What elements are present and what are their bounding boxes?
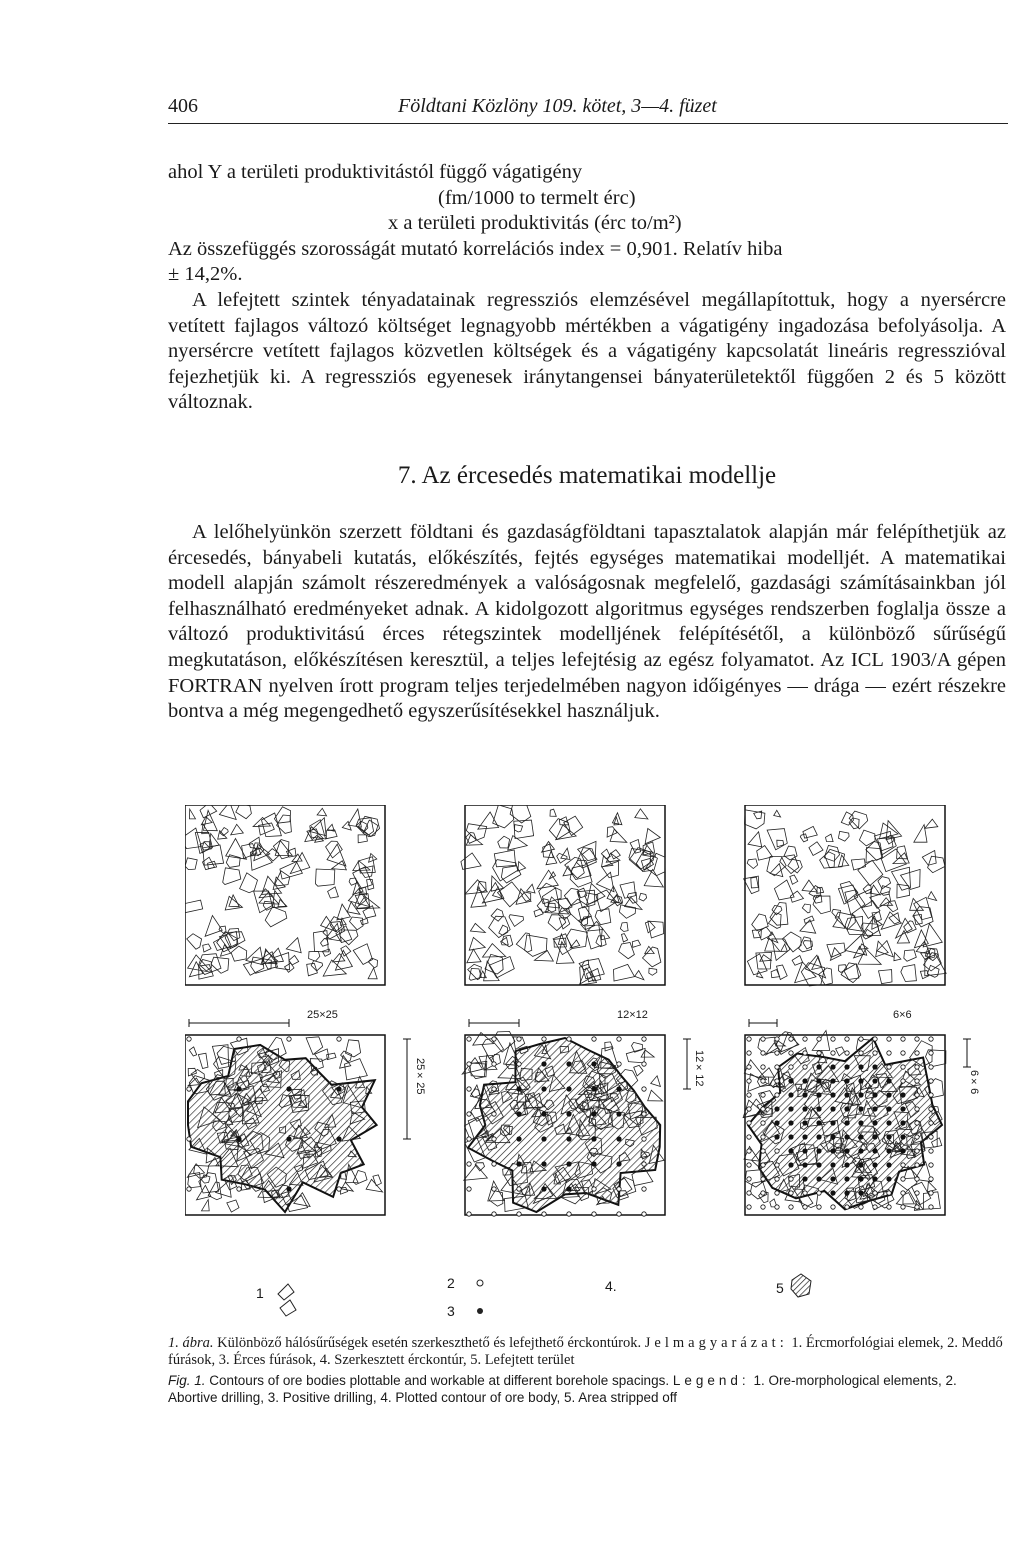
caption-hu-legend-word: Jelmagyarázat: [644, 1335, 788, 1351]
legend-1-symbol [272, 1280, 302, 1323]
open-circle-icon [475, 1278, 485, 1288]
legend-1-number: 1 [256, 1285, 264, 1301]
dim-side-2: 12×12 [693, 1050, 705, 1087]
dim-top-1: 25×25 [307, 1009, 338, 1021]
hatched-area-icon [789, 1272, 815, 1300]
paragraph-1: A lefejtett szintek tényadatainak regressziós elemzésével megállapítottuk, hogy a nyersércre vetített fajlagos változó költséget legnagyobb mértékben a vágatigény ingadozása befolyásolja. A nyersércre vetített fajlagos közvetlen költségek és a vágatigény kapcsolatát lineáris regresszióval fejezhetjük ki. A regressziós egyenesek iránytangensei bányaterületektől függően 2 és 5 között változnak. [168, 289, 1006, 414]
def-line-5: ± 14,2%. [168, 263, 243, 286]
caption-hu-label: 1. ábra. [168, 1335, 214, 1351]
map-panel-5 [462, 1019, 691, 1216]
dim-top-2: 12×12 [617, 1009, 648, 1021]
running-title: Földtani Közlöny 109. kötet, 3—4. füzet [398, 95, 717, 117]
caption-en-legend-word: Legend: [672, 1373, 750, 1388]
dim-top-3: 6×6 [893, 1009, 912, 1021]
caption-en-legend-items: 1. Ore-morphological elements, 2. Abortive drilling, 3. Positive drilling, 4. Plotted contour of ore body, 5. Area stripped off [168, 1373, 957, 1405]
caption-hungarian [168, 1335, 1008, 1369]
def-line-2: (fm/1000 to termelt érc) [438, 186, 636, 209]
legend-5-symbol [789, 1272, 815, 1303]
def-line-4: Az összefüggés szorosságát mutató korrelációs index = 0,901. Relatív hiba [168, 237, 783, 260]
figure-drawing [185, 805, 985, 1335]
legend-3-symbol [475, 1303, 485, 1319]
legend-4-number: 4. [605, 1278, 617, 1294]
page-number: 406 [168, 95, 198, 117]
paragraph-2: A lelőhelyünkön szerzett földtani és gazdaságföldtani tapasztalatok alapján már felépíthetjük az ércesedés, bányabeli kutatás, előkészítés, fejtés egységes matematikai modelljét. A matematikai modell alapján számolt részeredmények a valóságosnak megfelelő, gazdasági számításainkban jól felhasználható eredményeket adnak. A kidolgozott algoritmus egységes rendszerben foglalja össze a változó produktivitású érces rétegszintek modelljének felépítésétől, a különböző sűrűségű megkutatáson, előkészítésen keresztül, a teljes lefejtésig az egész folyamatot. Az ICL 1903/A gépen FORTRAN nyelven írott program teljes terjedelmében nagyon időigényes — drága — ezért részekre bontva a még megengedhető egyszerűsítésekkel használjuk. [168, 521, 1006, 723]
map-panel-1 [185, 805, 385, 985]
legend-3-number: 3 [447, 1303, 455, 1319]
dim-side-3: 6×6 [968, 1070, 980, 1095]
ore-element-icon [272, 1280, 302, 1320]
map-panel-4 [185, 1019, 411, 1215]
legend-2-number: 2 [447, 1275, 455, 1291]
def-line-3: x a területi produktivitás (érc to/m²) [388, 212, 682, 235]
formula-definitions [168, 160, 1006, 288]
def-line-1: ahol Y a területi produktivitástól függő vágatigény [168, 161, 583, 183]
caption-hu-legend-items: 1. Ércmorfológiai elemek, 2. Meddő fúrások, 3. Érces fúrások, 4. Szerkesztett érckontúr, 5. Lefejtett terület [168, 1335, 1003, 1368]
caption-en-label: Fig. 1. [168, 1373, 206, 1388]
caption-en-text: Contours of ore bodies plottable and workable at different borehole spacings. [209, 1373, 670, 1388]
map-panel-2 [461, 805, 665, 985]
dim-side-1: 25×25 [414, 1058, 426, 1095]
filled-circle-icon [475, 1306, 485, 1316]
figure-1 [185, 805, 1024, 1335]
map-panel-3 [744, 805, 947, 986]
legend-5-number: 5 [776, 1280, 784, 1296]
map-panel-6 [743, 1019, 971, 1215]
section-title: 7. Az ércesedés matematikai modellje [397, 462, 777, 489]
legend-2-symbol [475, 1275, 485, 1291]
caption-hu-text: Különböző hálósűrűségek esetén szerkeszthető és lefejthető érckontúrok. [217, 1335, 642, 1351]
caption-english [168, 1372, 1008, 1406]
page-header [168, 95, 1008, 124]
